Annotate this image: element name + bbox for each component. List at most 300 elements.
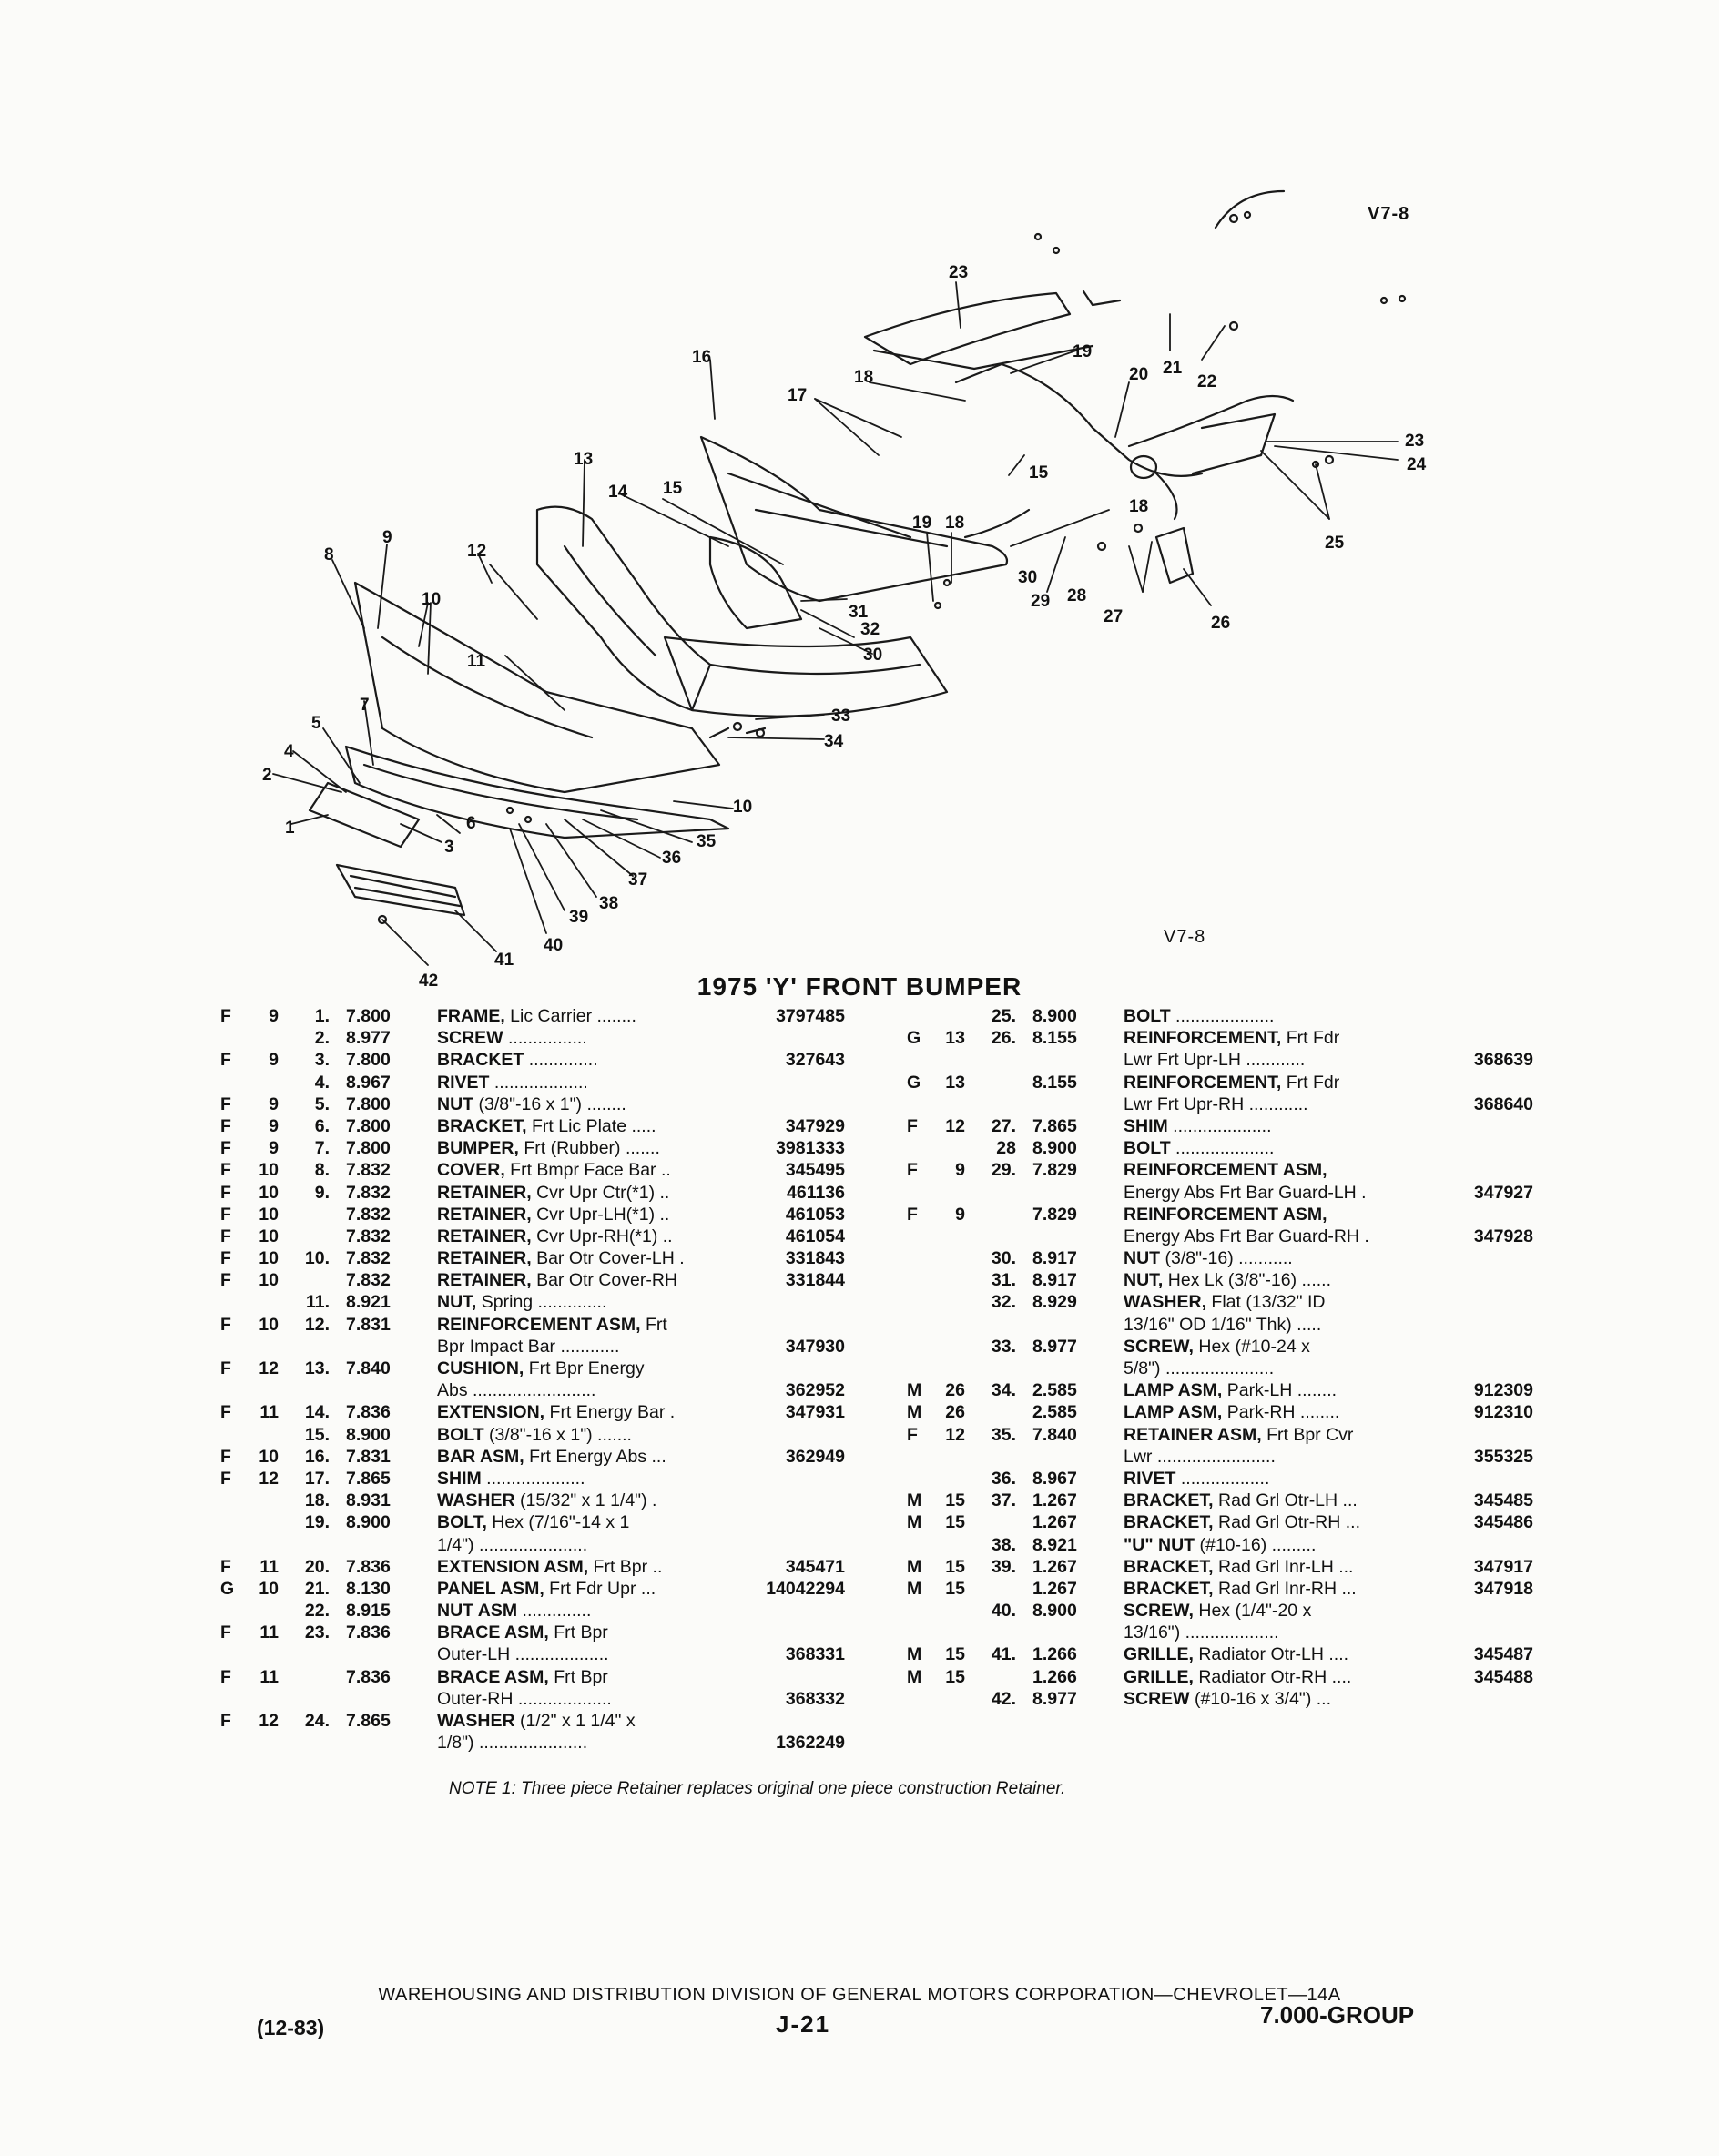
group-letter: F — [220, 1225, 231, 1246]
part-number: 347927 — [1473, 1182, 1533, 1203]
catalog-code: 7.800 — [346, 1093, 391, 1114]
callout-19: 19 — [1073, 342, 1093, 361]
group-letter: F — [220, 1711, 231, 1731]
part-description — [437, 1182, 747, 1204]
part-detail: Hex (7/16"-14 x 1 — [486, 1512, 630, 1533]
part-row — [907, 1115, 1544, 1137]
callout-37: 37 — [628, 870, 648, 890]
part-detail: Frt — [640, 1314, 667, 1335]
callout-23b: 23 — [1405, 432, 1425, 451]
callout-16: 16 — [692, 348, 712, 367]
part-row — [220, 1005, 858, 1027]
part-number: 345471 — [785, 1556, 845, 1577]
part-detail: 13/16") ................... — [1124, 1622, 1279, 1643]
part-description — [437, 1093, 747, 1115]
catalog-code: 7.836 — [346, 1402, 391, 1423]
callout-10b: 10 — [733, 798, 753, 817]
catalog-code: 8.900 — [1032, 1138, 1077, 1159]
group-letter: F — [907, 1204, 918, 1225]
part-description — [1124, 1534, 1424, 1556]
part-row — [220, 1511, 858, 1533]
catalog-code: 2.585 — [1032, 1402, 1077, 1423]
callout-9: 9 — [382, 528, 392, 547]
part-detail: Outer-RH ................... — [437, 1688, 612, 1709]
catalog-code: 1.266 — [1032, 1666, 1077, 1687]
part-number: 362952 — [785, 1380, 845, 1401]
part-number: 368331 — [785, 1644, 845, 1665]
key-number: 14. — [304, 1402, 330, 1423]
part-description — [1124, 1446, 1424, 1468]
part-description — [1124, 1204, 1424, 1225]
part-name: NUT, — [1124, 1270, 1164, 1291]
callout-6: 6 — [466, 814, 476, 833]
part-description — [437, 1732, 747, 1754]
diagram-ref-top: V7-8 — [1368, 204, 1410, 224]
part-detail: Park-LH ........ — [1222, 1380, 1338, 1401]
part-name: "U" NUT — [1124, 1534, 1195, 1555]
callout-23: 23 — [949, 263, 969, 282]
illus-number: 11 — [259, 1622, 279, 1643]
part-number: 331844 — [785, 1270, 845, 1291]
part-description — [437, 1643, 747, 1665]
part-row — [907, 1424, 1544, 1446]
part-name: BRACKET — [437, 1050, 524, 1071]
part-description — [437, 1137, 747, 1159]
key-number: 33. — [991, 1336, 1016, 1357]
part-description — [1124, 1182, 1424, 1204]
part-row — [907, 1247, 1544, 1269]
part-name: RETAINER ASM, — [1124, 1424, 1262, 1445]
part-number: 368639 — [1473, 1050, 1533, 1071]
part-detail: (3/8"-16 x 1") ........ — [473, 1093, 626, 1114]
part-name: RIVET — [437, 1072, 490, 1093]
key-number: 17. — [304, 1468, 330, 1489]
part-detail: Cvr Upr-RH(*1) .. — [531, 1225, 673, 1246]
key-number: 16. — [304, 1446, 330, 1467]
part-number: 347931 — [785, 1402, 845, 1423]
part-name: BRACKET, — [437, 1115, 527, 1136]
callout-39: 39 — [569, 908, 589, 927]
part-description — [1124, 1225, 1424, 1247]
part-description — [1124, 1578, 1424, 1600]
callout-34: 34 — [824, 732, 844, 751]
catalog-code: 8.130 — [346, 1578, 391, 1599]
key-number: 2. — [314, 1028, 330, 1049]
group-letter: F — [907, 1115, 918, 1136]
part-row — [220, 1093, 858, 1115]
part-row — [907, 1137, 1544, 1159]
footer-organization: WAREHOUSING AND DISTRIBUTION DIVISION OF GENERAL MOTORS CORPORATION—CHEVROLET—14A — [378, 1985, 1341, 2005]
group-letter: F — [220, 1050, 231, 1071]
part-row — [220, 1401, 858, 1423]
key-number: 39. — [991, 1556, 1016, 1577]
group-letter: F — [220, 1402, 231, 1423]
callout-8: 8 — [324, 545, 334, 564]
catalog-code: 7.832 — [346, 1204, 391, 1225]
part-row — [907, 1072, 1544, 1093]
part-number: 345495 — [785, 1160, 845, 1181]
catalog-code: 8.929 — [1032, 1292, 1077, 1313]
part-detail: Frt Bmpr Face Bar .. — [504, 1160, 671, 1181]
callout-21: 21 — [1163, 359, 1183, 378]
part-description — [1124, 1005, 1424, 1027]
group-letter: F — [220, 1622, 231, 1643]
part-number: 345488 — [1473, 1666, 1533, 1687]
key-number: 28 — [996, 1138, 1016, 1159]
key-number: 5. — [314, 1093, 330, 1114]
part-description — [437, 1511, 747, 1533]
catalog-code: 7.831 — [346, 1314, 391, 1335]
part-detail: 5/8") ...................... — [1124, 1358, 1275, 1378]
part-number: 461136 — [787, 1182, 845, 1203]
part-detail: (3/8"-16) ........... — [1160, 1248, 1293, 1269]
key-number: 11. — [305, 1292, 330, 1313]
part-detail: Bar Otr Cover-LH . — [531, 1248, 685, 1269]
part-name: RETAINER, — [437, 1248, 532, 1269]
key-number: 37. — [991, 1490, 1016, 1511]
part-name: BRACKET, — [1124, 1556, 1214, 1577]
part-description — [1124, 1314, 1424, 1336]
part-number: 3797485 — [776, 1006, 845, 1026]
part-number: 327643 — [785, 1050, 845, 1071]
illus-number: 11 — [259, 1556, 279, 1577]
group-letter: F — [220, 1006, 231, 1026]
part-name: BOLT — [1124, 1138, 1171, 1159]
catalog-code: 7.865 — [346, 1468, 391, 1489]
diagram-ref-bottom: V7-8 — [1164, 927, 1206, 947]
part-name: NUT ASM — [437, 1601, 518, 1622]
part-name: BOLT — [1124, 1006, 1171, 1026]
part-name: SCREW, — [1124, 1336, 1194, 1357]
catalog-code: 7.840 — [346, 1358, 391, 1378]
part-description — [1124, 1137, 1424, 1159]
illus-number: 11 — [259, 1402, 279, 1423]
part-row — [220, 1534, 858, 1556]
group-letter: M — [907, 1644, 922, 1665]
part-row — [220, 1643, 858, 1665]
part-row — [220, 1027, 858, 1049]
part-row — [907, 1291, 1544, 1313]
group-letter: F — [220, 1468, 231, 1489]
part-description — [1124, 1600, 1424, 1622]
part-name: LAMP ASM, — [1124, 1402, 1223, 1423]
catalog-code: 8.155 — [1032, 1072, 1077, 1093]
illus-number: 10 — [259, 1314, 279, 1335]
part-number: 331843 — [785, 1248, 845, 1269]
part-detail: (1/2" x 1 1/4" x — [514, 1711, 636, 1731]
group-letter: M — [907, 1666, 922, 1687]
part-row — [907, 1182, 1544, 1204]
illus-number: 15 — [945, 1556, 965, 1577]
part-detail: Radiator Otr-LH .... — [1193, 1644, 1349, 1665]
part-description — [1124, 1269, 1424, 1291]
part-detail: Rad Grl Otr-RH ... — [1213, 1512, 1361, 1533]
illus-number: 12 — [259, 1358, 279, 1378]
part-name: BRACKET, — [1124, 1578, 1214, 1599]
catalog-code: 7.840 — [1032, 1424, 1077, 1445]
part-description — [1124, 1049, 1424, 1071]
part-name: BRACE ASM, — [437, 1666, 549, 1687]
part-detail: .................... — [1170, 1006, 1275, 1026]
part-detail: Frt Fdr Upr ... — [544, 1578, 656, 1599]
illus-number: 10 — [259, 1270, 279, 1291]
part-description — [437, 1159, 747, 1181]
part-detail: Frt Bpr — [548, 1622, 608, 1643]
part-number: 14042294 — [766, 1578, 845, 1599]
illus-number: 9 — [269, 1006, 279, 1026]
group-letter: M — [907, 1490, 922, 1511]
part-detail: Frt Bpr Cvr — [1261, 1424, 1354, 1445]
part-detail: (15/32" x 1 1/4") . — [514, 1490, 657, 1511]
catalog-code: 7.832 — [346, 1225, 391, 1246]
part-row — [907, 1556, 1544, 1578]
part-name: REINFORCEMENT ASM, — [437, 1314, 641, 1335]
group-letter: G — [907, 1028, 921, 1049]
part-description — [1124, 1379, 1424, 1401]
part-detail: .............. — [517, 1601, 592, 1622]
part-number: 368640 — [1473, 1093, 1533, 1114]
group-letter: G — [907, 1072, 921, 1093]
part-detail: Lwr Frt Upr-LH ............ — [1124, 1050, 1306, 1071]
part-number: 355325 — [1473, 1446, 1533, 1467]
group-letter: F — [220, 1093, 231, 1114]
part-detail: (#10-16) ......... — [1195, 1534, 1317, 1555]
illus-number: 11 — [259, 1666, 279, 1687]
part-row — [220, 1622, 858, 1643]
key-number: 15. — [304, 1424, 330, 1445]
part-description — [437, 1225, 747, 1247]
group-letter: G — [220, 1578, 235, 1599]
catalog-code: 8.900 — [1032, 1006, 1077, 1026]
part-name: WASHER — [437, 1711, 515, 1731]
key-number: 13. — [304, 1358, 330, 1378]
part-description — [437, 1247, 747, 1269]
part-row — [907, 1622, 1544, 1643]
key-number: 12. — [304, 1314, 330, 1335]
catalog-code: 2.585 — [1032, 1380, 1077, 1401]
catalog-code: 7.800 — [346, 1006, 391, 1026]
part-detail: Spring .............. — [476, 1292, 607, 1313]
key-number: 27. — [991, 1115, 1016, 1136]
catalog-code: 7.836 — [346, 1666, 391, 1687]
part-description — [437, 1688, 747, 1710]
parts-list-left — [220, 1005, 858, 1754]
part-detail: 1/4") ...................... — [437, 1534, 588, 1555]
part-name: NUT — [1124, 1248, 1161, 1269]
part-row — [907, 1379, 1544, 1401]
catalog-code: 7.831 — [346, 1446, 391, 1467]
key-number: 10. — [304, 1248, 330, 1269]
part-number: 345487 — [1473, 1644, 1533, 1665]
part-number: 368332 — [785, 1688, 845, 1709]
illus-number: 15 — [945, 1666, 965, 1687]
part-number: 461053 — [785, 1204, 845, 1225]
part-description — [437, 1115, 747, 1137]
part-name: CUSHION, — [437, 1358, 524, 1378]
part-detail: Hex (#10-24 x — [1193, 1336, 1310, 1357]
part-detail: Lwr ........................ — [1124, 1446, 1276, 1467]
illus-number: 12 — [945, 1115, 965, 1136]
catalog-code: 7.829 — [1032, 1204, 1077, 1225]
parts-list-right — [907, 1005, 1544, 1710]
part-row — [220, 1225, 858, 1247]
callout-18c: 18 — [945, 514, 965, 533]
catalog-code: 8.977 — [1032, 1688, 1077, 1709]
part-row — [220, 1600, 858, 1622]
catalog-code: 1.267 — [1032, 1490, 1077, 1511]
catalog-code: 7.865 — [1032, 1115, 1077, 1136]
part-row — [220, 1666, 858, 1688]
group-letter: M — [907, 1578, 922, 1599]
part-row — [220, 1049, 858, 1071]
part-detail: Outer-LH ................... — [437, 1644, 609, 1665]
part-detail: Frt Fdr — [1281, 1028, 1340, 1049]
part-detail: Cvr Upr-LH(*1) .. — [531, 1204, 670, 1225]
part-description — [1124, 1688, 1424, 1710]
part-row — [220, 1732, 858, 1754]
catalog-code: 8.917 — [1032, 1270, 1077, 1291]
illus-number: 13 — [945, 1072, 965, 1093]
callout-31: 31 — [849, 603, 869, 622]
callout-19b: 19 — [912, 514, 932, 533]
part-description — [1124, 1115, 1424, 1137]
key-number: 38. — [991, 1534, 1016, 1555]
part-row — [907, 1511, 1544, 1533]
part-row — [907, 1490, 1544, 1511]
key-number: 23. — [304, 1622, 330, 1643]
part-number: 1362249 — [776, 1733, 845, 1754]
group-letter: F — [220, 1358, 231, 1378]
part-description — [1124, 1027, 1424, 1049]
illus-number: 9 — [269, 1093, 279, 1114]
key-number: 18. — [304, 1490, 330, 1511]
part-description — [437, 1049, 747, 1071]
part-row — [220, 1358, 858, 1379]
part-description — [1124, 1424, 1424, 1446]
part-name: RETAINER, — [437, 1225, 532, 1246]
group-letter: F — [220, 1138, 231, 1159]
catalog-code: 7.800 — [346, 1138, 391, 1159]
part-detail: Park-RH ........ — [1222, 1402, 1340, 1423]
part-description — [437, 1534, 747, 1556]
part-row — [220, 1291, 858, 1313]
group-letter: F — [907, 1424, 918, 1445]
part-number: 345486 — [1473, 1512, 1533, 1533]
part-description — [437, 1600, 747, 1622]
part-description — [1124, 1159, 1424, 1181]
part-row — [220, 1424, 858, 1446]
part-row — [907, 1578, 1544, 1600]
part-detail: .................. — [1175, 1468, 1270, 1489]
catalog-code: 8.900 — [346, 1512, 391, 1533]
illus-number: 10 — [259, 1446, 279, 1467]
part-description — [1124, 1622, 1424, 1643]
group-letter: F — [220, 1115, 231, 1136]
callout-29: 29 — [1031, 592, 1051, 611]
part-description — [437, 1446, 747, 1468]
part-detail: Energy Abs Frt Bar Guard-LH . — [1124, 1182, 1367, 1203]
part-row — [220, 1314, 858, 1336]
illus-number: 9 — [269, 1115, 279, 1136]
part-name: SCREW — [437, 1028, 503, 1049]
part-row — [220, 1115, 858, 1137]
part-row — [907, 1005, 1544, 1027]
catalog-code: 7.832 — [346, 1160, 391, 1181]
part-name: EXTENSION, — [437, 1402, 545, 1423]
part-row — [220, 1159, 858, 1181]
callout-41: 41 — [494, 951, 514, 970]
part-row — [220, 1247, 858, 1269]
group-letter: M — [907, 1402, 922, 1423]
part-detail: Flat (13/32" ID — [1206, 1292, 1326, 1313]
part-detail: Energy Abs Frt Bar Guard-RH . — [1124, 1225, 1369, 1246]
part-name: BAR ASM, — [437, 1446, 524, 1467]
callout-32: 32 — [860, 620, 880, 639]
part-description — [437, 1401, 747, 1423]
part-description — [437, 1291, 747, 1313]
part-detail: Hex (1/4"-20 x — [1193, 1601, 1312, 1622]
part-description — [437, 1204, 747, 1225]
part-detail: Rad Grl Inr-LH ... — [1213, 1556, 1354, 1577]
part-detail: (3/8"-16 x 1") ....... — [483, 1424, 632, 1445]
part-number: 345485 — [1473, 1490, 1533, 1511]
illus-number: 13 — [945, 1028, 965, 1049]
part-name: GRILLE, — [1124, 1644, 1194, 1665]
part-description — [1124, 1643, 1424, 1665]
part-name: WASHER — [437, 1490, 515, 1511]
part-detail: Frt Bpr Energy — [524, 1358, 645, 1378]
catalog-code: 8.967 — [346, 1072, 391, 1093]
part-row — [907, 1446, 1544, 1468]
part-name: REINFORCEMENT, — [1124, 1072, 1282, 1093]
key-number: 35. — [991, 1424, 1016, 1445]
part-row — [907, 1358, 1544, 1379]
part-name: REINFORCEMENT ASM, — [1124, 1160, 1327, 1181]
key-number: 21. — [304, 1578, 330, 1599]
part-detail: 1/8") ...................... — [437, 1733, 588, 1754]
part-name: SHIM — [1124, 1115, 1168, 1136]
callout-42: 42 — [419, 971, 439, 991]
callout-38: 38 — [599, 894, 619, 913]
part-description — [437, 1379, 747, 1401]
callout-11: 11 — [467, 652, 486, 671]
part-row — [907, 1159, 1544, 1181]
callout-27: 27 — [1104, 607, 1124, 626]
key-number: 19. — [304, 1512, 330, 1533]
key-number: 1. — [314, 1006, 330, 1026]
group-letter: F — [220, 1556, 231, 1577]
part-detail: Frt Bpr — [548, 1666, 608, 1687]
part-row — [220, 1137, 858, 1159]
group-letter: F — [220, 1182, 231, 1203]
part-detail: Frt Bpr .. — [588, 1556, 663, 1577]
catalog-code: 8.977 — [1032, 1336, 1077, 1357]
part-detail: .................... — [1170, 1138, 1275, 1159]
key-number: 9. — [314, 1182, 330, 1203]
key-number: 4. — [314, 1072, 330, 1093]
catalog-code: 1.267 — [1032, 1578, 1077, 1599]
part-name: BUMPER, — [437, 1138, 519, 1159]
part-detail: Hex Lk (3/8"-16) ...... — [1163, 1270, 1331, 1291]
callout-13: 13 — [574, 450, 594, 469]
callout-18: 18 — [854, 368, 874, 387]
illus-number: 10 — [259, 1225, 279, 1246]
key-number: 22. — [304, 1601, 330, 1622]
part-row — [907, 1688, 1544, 1710]
illus-number: 9 — [955, 1160, 965, 1181]
callout-5: 5 — [311, 714, 321, 733]
key-number: 24. — [304, 1711, 330, 1731]
